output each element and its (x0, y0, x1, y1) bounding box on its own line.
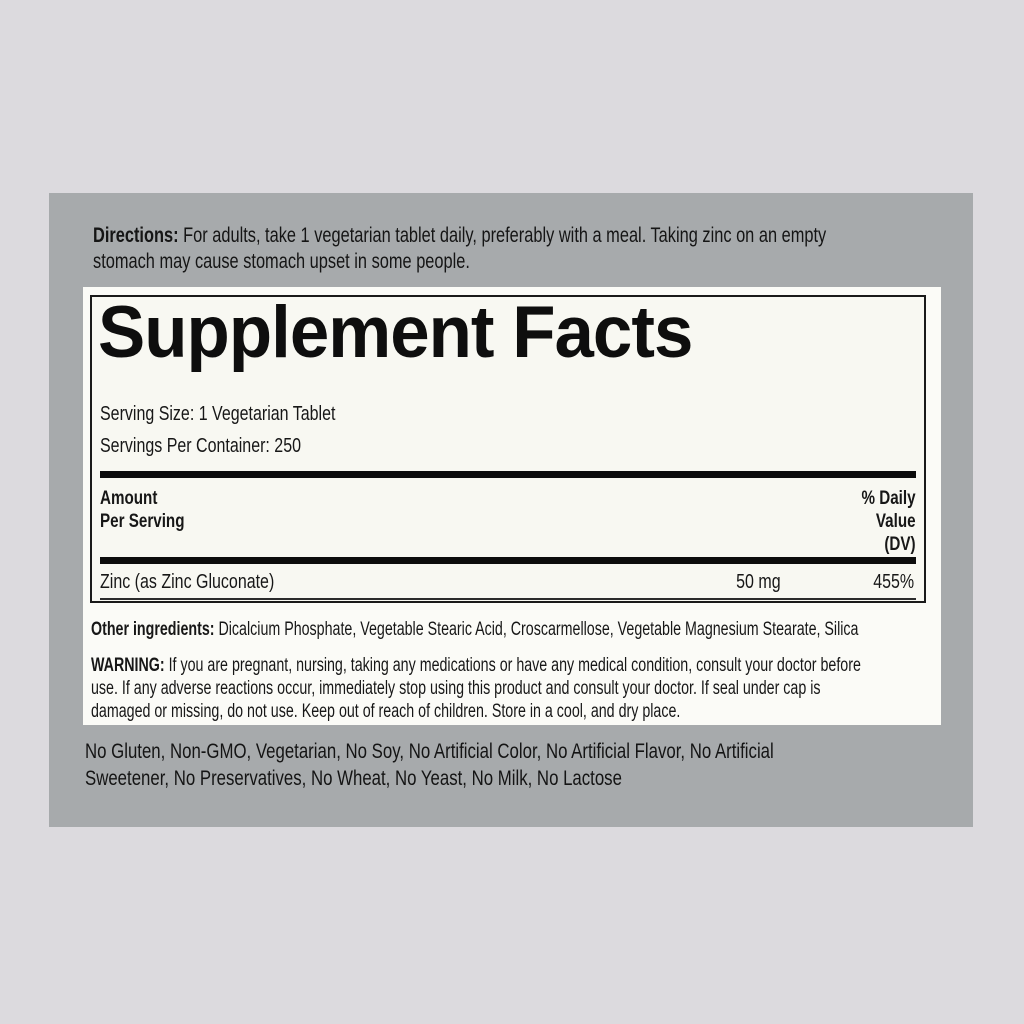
dv-header-line: % Daily (861, 488, 916, 509)
directions-body: For adults, take 1 vegetarian tablet daily, preferably with a meal. Taking zinc on an empty (183, 224, 827, 247)
warning (91, 654, 861, 723)
other-ingredients-heading: Other ingredients: (91, 619, 215, 640)
header-rule-bottom (100, 557, 916, 564)
other-ingredients-body: Dicalcium Phosphate, Vegetable Stearic Acid, Croscarmellose, Vegetable Magnesium Stearate, Silica (218, 619, 859, 640)
warning-body: If you are pregnant, nursing, taking any medications or have any medical condition, consult your doctor before (168, 655, 861, 676)
nutrient-daily-value: 455% (873, 571, 914, 593)
nutrient-row (100, 571, 916, 595)
warning-line: use. If any adverse reactions occur, immediately stop using this product and consult your doctor. If seal under cap is (91, 678, 821, 699)
supplement-facts-label (83, 287, 941, 725)
nutrient-amount: 50 mg (736, 571, 781, 593)
directions-text (93, 223, 826, 275)
amount-header-line: Per Serving (100, 511, 185, 532)
directions-line: stomach may cause stomach upset in some people. (93, 250, 470, 273)
warning-line (91, 654, 861, 677)
nutrient-name: Zinc (as Zinc Gluconate) (100, 571, 275, 593)
label-panel (49, 193, 973, 827)
dv-header-line: (DV) (884, 534, 916, 555)
warning-heading: WARNING: (91, 655, 165, 676)
row-rule (100, 598, 916, 600)
dv-header-line: Value (876, 511, 916, 532)
directions-line (93, 223, 826, 249)
header-rule-top (100, 471, 916, 478)
servings-per-container: Servings Per Container: 250 (100, 435, 301, 457)
claims-line: Sweetener, No Preservatives, No Wheat, No Yeast, No Milk, No Lactose (85, 767, 622, 790)
other-ingredients (91, 618, 858, 641)
amount-header (100, 487, 184, 533)
serving-size: Serving Size: 1 Vegetarian Tablet (100, 403, 336, 425)
facts-title: Supplement Facts (98, 292, 693, 373)
warning-line: damaged or missing, do not use. Keep out of reach of children. Store in a cool, and dry place. (91, 701, 681, 722)
directions-heading: Directions: (93, 224, 179, 247)
claims-text (85, 738, 774, 792)
amount-header-line: Amount (100, 488, 158, 509)
supplement-facts-box (90, 292, 926, 603)
claims-line: No Gluten, Non-GMO, Vegetarian, No Soy, No Artificial Color, No Artificial Flavor, No Artificial (85, 740, 774, 763)
daily-value-header (862, 487, 916, 556)
